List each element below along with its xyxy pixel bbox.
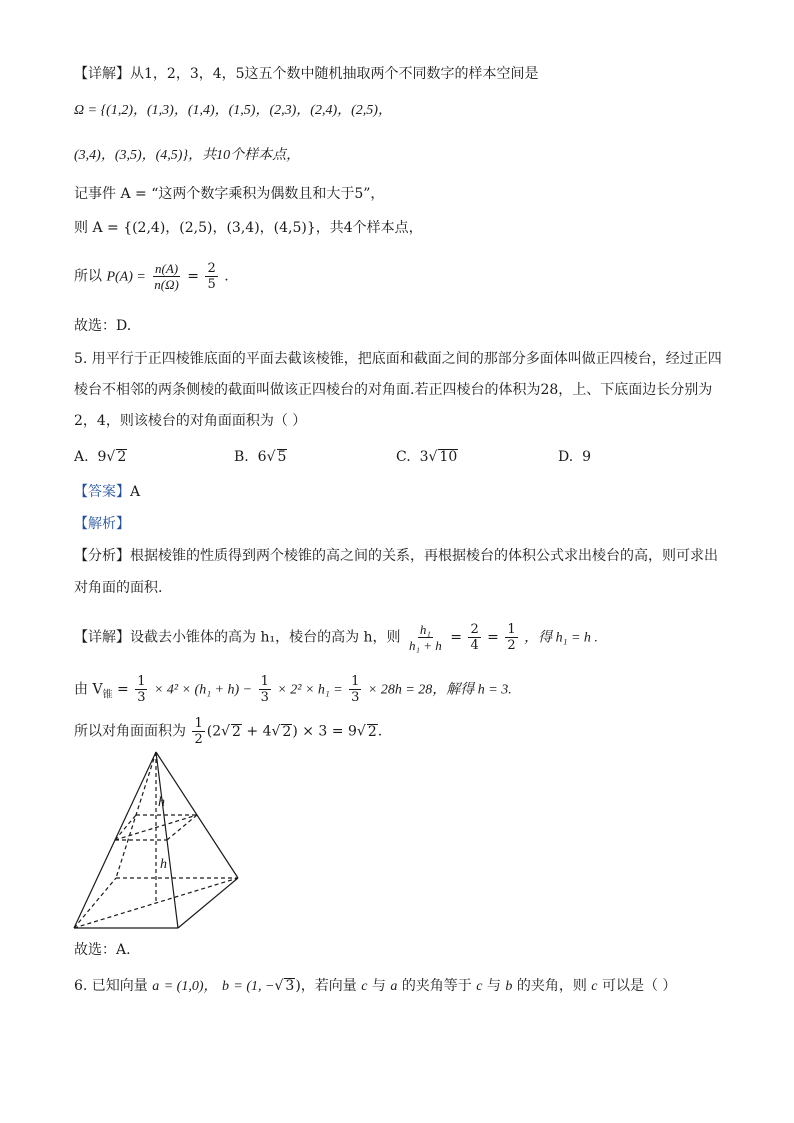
vol-prefix: 由 V xyxy=(74,681,103,698)
option-b xyxy=(234,447,287,467)
vol-third-1-num: 1 xyxy=(137,674,146,689)
answer-tag: 【答案】 xyxy=(74,484,130,500)
p5-detail-ratio xyxy=(74,622,598,653)
area-rad-1: 2 xyxy=(232,723,241,740)
sqrt-sign: √ xyxy=(266,449,276,465)
sqrt-sign: √ xyxy=(428,449,438,465)
p5-stem-line1: 5. 用平行于正四棱锥底面的平面去截该棱锥，把底面和截面之间的那部分多面体叫做正四棱台，经过正四 xyxy=(74,351,722,367)
vector-c-2: c xyxy=(476,979,483,994)
p5-volume-eq xyxy=(74,674,512,705)
ratio-eq-2: = xyxy=(487,629,499,646)
prob-den: n(Ω) xyxy=(154,277,179,292)
p6-stem-c: = (1, − xyxy=(233,979,275,994)
ratio-frac-3-den: 2 xyxy=(507,638,516,653)
sqrt-sign: √ xyxy=(271,723,281,740)
label-h-lower: h xyxy=(160,857,167,872)
option-d-label: D. xyxy=(558,449,574,465)
p5-choice: 故选：A. xyxy=(74,942,131,958)
option-c xyxy=(396,447,458,467)
fenxi-tag: 【分析】 xyxy=(74,548,130,564)
vol-part-1: × 4² × (h₁ + h) − xyxy=(153,682,253,698)
area-half xyxy=(192,716,204,747)
ratio-frac-1-den: h₁ + h xyxy=(409,638,442,653)
option-d xyxy=(558,447,591,467)
p6-stem-d: )，若向量 xyxy=(295,978,357,994)
vol-third-3-num: 1 xyxy=(351,674,360,689)
area-prefix: 所以对角面面积为 xyxy=(74,723,186,740)
vol-third-2 xyxy=(259,674,271,705)
vector-a-2: a xyxy=(390,979,398,994)
prob-eq: = xyxy=(187,268,200,285)
p4-event-def: 记事件 A = “这两个数字乘积为偶数且和大于5”， xyxy=(74,186,385,202)
vector-b: b xyxy=(221,979,229,994)
vol-eq: = xyxy=(117,681,129,698)
ratio-frac-1 xyxy=(407,622,444,653)
option-a-radicand: 2 xyxy=(117,449,127,465)
p6-stem-g: 与 xyxy=(486,978,501,994)
p5-area xyxy=(74,716,382,747)
ratio-frac-1-num: h₁ xyxy=(419,622,431,637)
vol-third-1 xyxy=(135,674,147,705)
section-right-edge xyxy=(167,815,197,840)
option-c-coef: 3 xyxy=(419,449,429,465)
p4-omega-line1: Ω = {(1,2)，(1,3)，(1,4)，(1,5)，(2,3)，(2,4)，(2,5)， xyxy=(74,103,392,118)
p4-detail-line: 【详解】从1，2，3，4，5这五个数中随机抽取两个不同数字的样本空间是 xyxy=(74,66,539,82)
prob-lhs: P(A) = xyxy=(106,269,146,285)
detail-ratio-text: 【详解】设截去小锥体的高为 h₁，棱台的高为 h，则 xyxy=(74,629,401,646)
p5-fenxi-line1 xyxy=(74,546,718,566)
option-d-value: 9 xyxy=(582,449,592,465)
answer-value: A xyxy=(130,484,141,500)
label-h-upper: h xyxy=(158,795,165,810)
vol-part-3: × 28h = 28，解得 h = 3. xyxy=(367,682,512,698)
detail-ratio-result: ，得 h₁ = h . xyxy=(524,630,598,646)
p6-stem-e: 与 xyxy=(371,978,386,994)
vol-third-2-num: 1 xyxy=(260,674,269,689)
vector-c: c xyxy=(361,979,368,994)
prob-value xyxy=(205,261,217,292)
option-c-radicand: 10 xyxy=(439,449,458,465)
p6-stem-b: = (1,0)， xyxy=(163,979,218,994)
sqrt-sign: √ xyxy=(274,978,284,994)
base-right-edge xyxy=(178,878,238,928)
ratio-frac-3-num: 1 xyxy=(507,622,516,637)
area-half-num: 1 xyxy=(194,716,203,731)
area-rad-3: 2 xyxy=(367,723,377,740)
area-rad-2: 2 xyxy=(282,723,292,740)
prob-end: . xyxy=(224,268,229,285)
p5-analysis-tag: 【解析】 xyxy=(74,516,130,532)
sqrt-sign: √ xyxy=(221,723,231,740)
sqrt-sign: √ xyxy=(356,723,366,740)
vol-third-2-den: 3 xyxy=(260,690,269,705)
prob-val-den: 5 xyxy=(207,277,216,292)
area-end: . xyxy=(377,723,383,740)
frustum-figure xyxy=(72,748,244,934)
option-a xyxy=(74,447,127,467)
ratio-frac-2 xyxy=(468,622,480,653)
p6-stem-i: 可以是（ ） xyxy=(601,978,677,994)
vol-part-2: × 2² × h₁ = xyxy=(277,682,343,698)
area-half-den: 2 xyxy=(194,732,203,747)
sqrt-sign: √ xyxy=(106,449,116,465)
base-left-edge-hidden xyxy=(74,878,116,928)
option-b-coef: 6 xyxy=(257,449,267,465)
p5-answer xyxy=(74,482,140,502)
prob-val-num: 2 xyxy=(207,261,216,276)
vol-subscript: 锥 xyxy=(102,689,113,701)
p4-probability xyxy=(74,261,229,292)
p6-stem-f: 的夹角等于 xyxy=(401,978,472,994)
p6-stem-a: 6. 已知向量 xyxy=(74,978,148,994)
fenxi-text: 根据棱锥的性质得到两个棱锥的高之间的关系，再根据棱台的体积公式求出棱台的高，则可求出 xyxy=(130,548,718,564)
p4-omega-line2: (3,4)，(3,5)，(4,5)}，共10个样本点， xyxy=(74,148,301,163)
p4-choice: 故选：D. xyxy=(74,318,132,334)
p5-fenxi-line2: 对角面的面积. xyxy=(74,580,163,596)
vol-third-3-den: 3 xyxy=(351,690,360,705)
ratio-frac-3 xyxy=(505,622,517,653)
option-a-coef: 9 xyxy=(97,449,107,465)
area-expr-c: ) × 3 = 9 xyxy=(292,723,357,740)
vol-third-1-den: 3 xyxy=(137,690,146,705)
option-b-label: B. xyxy=(234,449,249,465)
area-expr-b: + 4 xyxy=(246,723,272,740)
p5-stem-line2: 棱台不相邻的两条侧棱的截面叫做该正四棱台的对角面.若正四棱台的体积为28，上、下底面边长分别为 xyxy=(74,382,713,398)
option-a-label: A. xyxy=(74,449,89,465)
prob-fraction xyxy=(152,261,181,292)
vector-c-3: c xyxy=(591,979,598,994)
vol-third-3 xyxy=(349,674,361,705)
p6-stem xyxy=(74,976,676,997)
prob-num: n(A) xyxy=(155,261,179,276)
option-b-radicand: 5 xyxy=(277,449,287,465)
ratio-frac-2-num: 2 xyxy=(470,622,479,637)
ratio-frac-2-den: 4 xyxy=(470,638,479,653)
ratio-eq-1: = xyxy=(450,629,462,646)
p6-rad: 3 xyxy=(285,978,295,994)
option-c-label: C. xyxy=(396,449,411,465)
p5-stem-line3: 2，4，则该棱台的对角面面积为（ ） xyxy=(74,413,307,429)
p6-stem-h: 的夹角，则 xyxy=(516,978,587,994)
vector-a: a xyxy=(152,979,160,994)
area-expr-a: (2 xyxy=(206,723,222,740)
prob-prefix: 所以 xyxy=(74,268,102,285)
vector-b-2: b xyxy=(505,979,513,994)
p4-event-set: 则 A = {(2,4)，(2,5)，(3,4)，(4,5)}，共4个样本点， xyxy=(74,220,423,236)
